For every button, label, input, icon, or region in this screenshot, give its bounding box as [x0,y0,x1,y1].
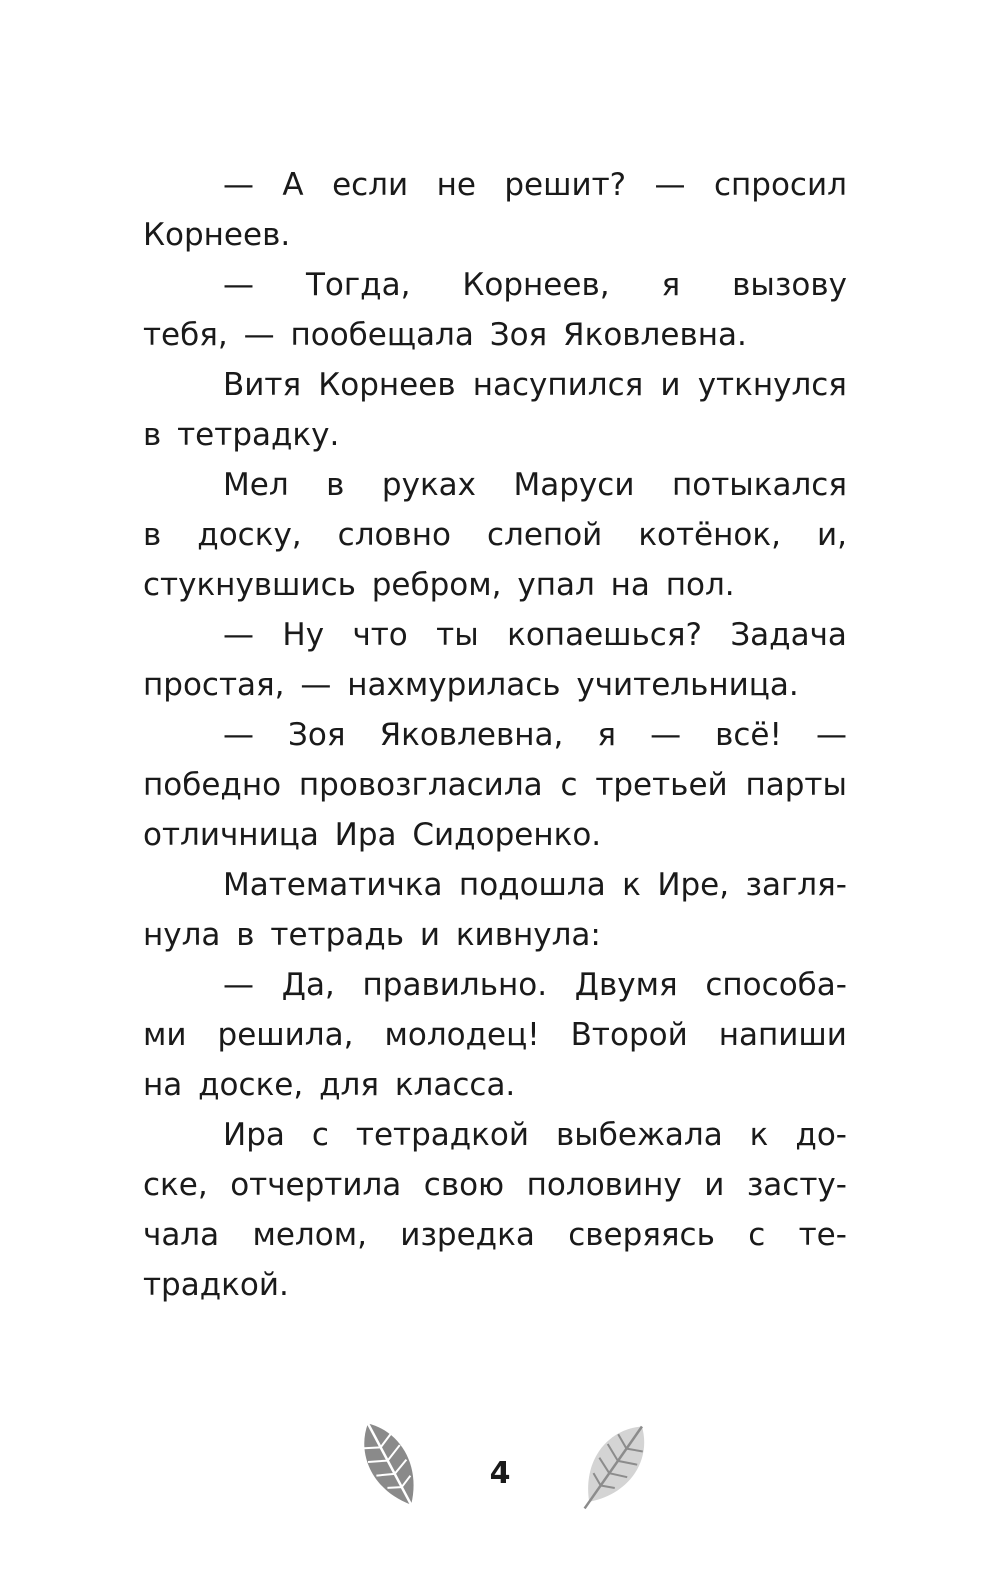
word: — [815,717,847,753]
word: и [704,1167,725,1203]
text-line [143,960,847,1010]
leaf-icon [345,1410,435,1520]
word: решила, [217,1017,354,1053]
word: спросил [713,167,847,203]
word: третьей [595,767,728,803]
word: вызову [732,267,847,303]
word: Яковлевна, [379,717,564,753]
word: Математичка [223,867,443,903]
word: с [560,767,578,803]
word: руках [381,467,477,503]
word: Витя [223,367,302,403]
word: парты [745,767,847,803]
text-line: стукнувшись ребром, упал на пол. [143,567,735,603]
word: уткнулся [697,367,847,403]
text-line: тебя, — пообещала Зоя Яковлевна. [143,317,747,353]
text-line [143,1210,847,1260]
word: половину [526,1167,682,1203]
word: — [650,717,682,753]
word: провозгласила [298,767,543,803]
word: Маруси [513,467,635,503]
text-line: отличница Ира Сидоренко. [143,817,602,853]
page-body-text [143,160,847,1310]
word: в [326,467,345,503]
word: Задача [730,617,847,653]
word: отчертила [230,1167,402,1203]
text-line [143,510,847,560]
word: А [282,167,304,203]
word: до- [795,1117,847,1153]
word: сверяясь [568,1217,715,1253]
word: всё! [715,717,782,753]
text-line [143,860,847,910]
text-line [143,1160,847,1210]
word: те- [798,1217,847,1253]
text-line: традкой. [143,1267,289,1303]
text-line [143,360,847,410]
text-line: Корнеев. [143,217,291,253]
word: победно [143,767,282,803]
text-line: нула в тетрадь и кивнула: [143,917,601,953]
word: Зоя [288,717,346,753]
word: Да, [281,967,335,1003]
text-line [143,260,847,310]
word: ты [436,617,479,653]
word: к [749,1117,769,1153]
word: с [311,1117,329,1153]
word: чала [143,1217,220,1253]
word: Ире, [657,867,730,903]
word: Корнеев, [462,267,610,303]
word: — [223,167,254,203]
word: изредка [400,1217,535,1253]
word: решит? [504,167,627,203]
word: словно [337,517,451,553]
word: напиши [718,1017,847,1053]
word: насупился [472,367,644,403]
text-line [143,1110,847,1160]
word: не [436,167,476,203]
word: способа- [705,967,847,1003]
text-line [143,760,847,810]
text-line [143,710,847,760]
word: Корнеев [318,367,456,403]
word: — [223,967,254,1003]
word: — [654,167,686,203]
word: слепой [487,517,603,553]
word: Ира [223,1117,285,1153]
word: ми [143,1017,187,1053]
leaf-icon [570,1410,660,1520]
page-footer [0,1390,1000,1550]
text-line [143,1010,847,1060]
word: выбежала [556,1117,723,1153]
text-line: в тетрадку. [143,417,340,453]
word: — [223,717,254,753]
text-line [143,460,847,510]
word: и [660,367,681,403]
word: доску, [197,517,302,553]
text-line: на доске, для класса. [143,1067,516,1103]
word: копаешься? [507,617,702,653]
page-number: 4 [489,1456,511,1491]
word: что [352,617,408,653]
word: Тогда, [305,267,411,303]
word: в [143,517,162,553]
word: Мел [223,467,289,503]
word: Двумя [574,967,678,1003]
word: котёнок, [638,517,781,553]
word: к [622,867,641,903]
word: — [223,267,254,303]
text-line: простая, — нахмурилась учительница. [143,667,799,703]
text-line [143,160,847,210]
word: с [748,1217,766,1253]
word: Второй [570,1017,688,1053]
word: правильно. [362,967,548,1003]
word: — [223,617,254,653]
word: тетрадкой [355,1117,530,1153]
word: и, [816,517,847,553]
word: я [597,717,617,753]
word: молодец! [384,1017,540,1053]
word: мелом, [252,1217,367,1253]
text-line [143,610,847,660]
word: потыкался [671,467,847,503]
word: Ну [282,617,325,653]
word: я [661,267,681,303]
word: подошла [458,867,606,903]
word: если [332,167,409,203]
word: загля- [745,867,847,903]
word: свою [423,1167,505,1203]
word: ске, [143,1167,208,1203]
word: засту- [746,1167,847,1203]
